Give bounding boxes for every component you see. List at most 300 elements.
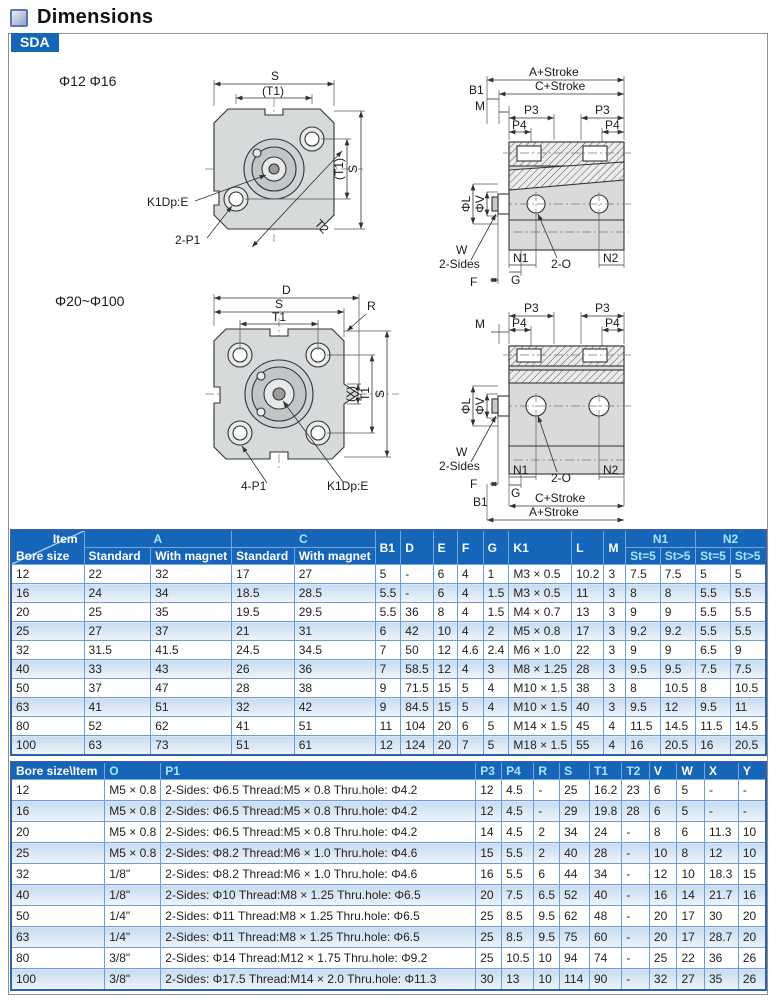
sub-header-c-magnet: With magnet: [294, 548, 375, 565]
value-cell: 1: [483, 565, 509, 584]
value-cell: 40: [589, 885, 621, 906]
value-cell: 6: [375, 622, 401, 641]
value-cell: 15: [433, 698, 457, 717]
corner-header-cell: [11, 530, 84, 565]
value-cell: 16: [738, 885, 766, 906]
value-cell: 2-Sides: Φ11 Thread:M8 × 1.25 Thru.hole: Φ6.5: [161, 927, 476, 948]
value-cell: 8: [626, 584, 661, 603]
value-cell: 94: [560, 948, 590, 969]
value-cell: 25: [476, 948, 502, 969]
dim-p4-right-label: P4: [605, 118, 620, 132]
value-cell: M10 × 1.5: [509, 679, 572, 698]
value-cell: 14: [677, 885, 705, 906]
value-cell: 6: [433, 565, 457, 584]
value-cell: 9.2: [660, 622, 695, 641]
value-cell: 8: [696, 679, 731, 698]
value-cell: 10.2: [572, 565, 604, 584]
value-cell: 5: [483, 736, 509, 756]
value-cell: 2: [483, 622, 509, 641]
value-cell: 2-Sides: Φ11 Thread:M8 × 1.25 Thru.hole: Φ6.5: [161, 906, 476, 927]
value-cell: 1.5: [483, 584, 509, 603]
col-header-T1: T1: [589, 762, 621, 780]
value-cell: 10.5: [660, 679, 695, 698]
bore-size-cell: 50: [11, 906, 105, 927]
series-badge: SDA: [11, 33, 59, 52]
value-cell: 14: [476, 822, 502, 843]
value-cell: 6.5: [534, 885, 560, 906]
value-cell: 32: [151, 565, 232, 584]
value-cell: 12: [660, 698, 695, 717]
value-cell: 9: [375, 679, 401, 698]
value-cell: 16: [626, 736, 661, 756]
value-cell: 2: [534, 822, 560, 843]
value-cell: -: [622, 843, 650, 864]
col-header-G: G: [483, 530, 509, 565]
value-cell: 36: [705, 948, 739, 969]
value-cell: 28.7: [705, 927, 739, 948]
value-cell: 9: [626, 641, 661, 660]
value-cell: -: [622, 927, 650, 948]
value-cell: 4: [604, 717, 626, 736]
value-cell: 34.5: [294, 641, 375, 660]
value-cell: 11.5: [696, 717, 731, 736]
value-cell: 2-Sides: Φ6.5 Thread:M5 × 0.8 Thru.hole: Φ4.2: [161, 801, 476, 822]
value-cell: 4.5: [502, 822, 534, 843]
col-header-P1: P1: [161, 762, 476, 780]
small-bore-side-view-drawing: [439, 65, 631, 289]
dim-f-label: F: [470, 275, 478, 289]
table2-body: [11, 780, 766, 991]
col-header-A: A: [84, 530, 232, 548]
value-cell: 27: [294, 565, 375, 584]
dim-phi-v-label: ΦV: [473, 397, 487, 415]
value-cell: M5 × 0.8: [105, 843, 161, 864]
value-cell: 10: [738, 822, 766, 843]
table1-body: [11, 565, 766, 756]
value-cell: -: [401, 584, 433, 603]
value-cell: 20: [476, 885, 502, 906]
value-cell: 26: [738, 948, 766, 969]
value-cell: 21: [232, 622, 295, 641]
value-cell: 2-Sides: Φ6.5 Thread:M5 × 0.8 Thru.hole: Φ4.2: [161, 780, 476, 801]
value-cell: 4: [457, 622, 483, 641]
value-cell: 4: [457, 565, 483, 584]
value-cell: 10.5: [502, 948, 534, 969]
value-cell: 6: [534, 864, 560, 885]
value-cell: 7.5: [696, 660, 731, 679]
value-cell: 5: [457, 679, 483, 698]
value-cell: M14 × 1.5: [509, 717, 572, 736]
value-cell: 8.5: [502, 906, 534, 927]
value-cell: 34: [560, 822, 590, 843]
value-cell: 8: [677, 843, 705, 864]
value-cell: 11: [572, 584, 604, 603]
value-cell: 28: [572, 660, 604, 679]
value-cell: 12: [476, 780, 502, 801]
value-cell: 1/8": [105, 864, 161, 885]
value-cell: 4: [457, 603, 483, 622]
value-cell: 74: [589, 948, 621, 969]
bore-size-cell: 20: [11, 822, 105, 843]
value-cell: 20: [649, 906, 677, 927]
value-cell: 5.5: [502, 843, 534, 864]
value-cell: 71.5: [401, 679, 433, 698]
k1-thread-label: K1Dp:E: [147, 195, 189, 209]
value-cell: 6: [649, 780, 677, 801]
value-cell: 9: [660, 641, 695, 660]
table-row: [11, 641, 766, 660]
dim-w-label: W: [456, 445, 468, 459]
page-title: Dimensions: [37, 6, 154, 28]
dim-n1-label: N1: [513, 463, 529, 477]
value-cell: 43: [151, 660, 232, 679]
small-bore-front-view-drawing: [59, 69, 365, 247]
dim-f-label: F: [470, 477, 478, 491]
sub-header-n1-st5: St=5: [626, 548, 661, 565]
value-cell: 6: [433, 584, 457, 603]
large-bore-side-view-drawing: [439, 301, 631, 520]
dim-g-label: G: [511, 273, 521, 287]
value-cell: 24.5: [232, 641, 295, 660]
value-cell: 6: [677, 822, 705, 843]
value-cell: 5: [375, 565, 401, 584]
value-cell: 51: [232, 736, 295, 756]
value-cell: 4: [457, 584, 483, 603]
value-cell: M10 × 1.5: [509, 698, 572, 717]
value-cell: 47: [151, 679, 232, 698]
table-row: [11, 906, 766, 927]
value-cell: 8.5: [502, 927, 534, 948]
value-cell: -: [622, 885, 650, 906]
dim-a-stroke-label: A+Stroke: [529, 65, 579, 79]
dim-g-label: G: [511, 486, 521, 500]
value-cell: 51: [151, 698, 232, 717]
value-cell: 16.2: [589, 780, 621, 801]
value-cell: 19.5: [232, 603, 295, 622]
dim-p4-right-label: P4: [605, 316, 620, 330]
dim-r-label: R: [367, 299, 376, 313]
value-cell: 9: [660, 603, 695, 622]
value-cell: M4 × 0.7: [509, 603, 572, 622]
sub-header-n2-stg5: St>5: [730, 548, 766, 565]
value-cell: 9.5: [696, 698, 731, 717]
value-cell: 29.5: [294, 603, 375, 622]
col-header-B1: B1: [375, 530, 401, 565]
value-cell: 2-Sides: Φ8.2 Thread:M6 × 1.0 Thru.hole: Φ4.6: [161, 843, 476, 864]
value-cell: 40: [560, 843, 590, 864]
value-cell: 7.5: [626, 565, 661, 584]
bore-size-cell: 80: [11, 717, 84, 736]
p1-ports-label: 2-P1: [175, 233, 201, 247]
value-cell: 32: [649, 969, 677, 991]
value-cell: 15: [433, 679, 457, 698]
dim-p4-left-label: P4: [512, 316, 527, 330]
dim-t1-top-label: T1: [272, 310, 287, 324]
value-cell: 34: [151, 584, 232, 603]
bore-size-cell: 32: [11, 864, 105, 885]
value-cell: 3: [604, 660, 626, 679]
value-cell: 9.5: [660, 660, 695, 679]
two-sides-label: 2-Sides: [439, 257, 480, 271]
value-cell: 8: [626, 679, 661, 698]
value-cell: 3: [604, 584, 626, 603]
value-cell: 5.5: [730, 603, 766, 622]
dim-b1-label: B1: [473, 495, 488, 509]
col-header-M: M: [604, 530, 626, 565]
value-cell: 10: [534, 948, 560, 969]
value-cell: M18 × 1.5: [509, 736, 572, 756]
bore-size-cell: 100: [11, 969, 105, 991]
sub-header-a-magnet: With magnet: [151, 548, 232, 565]
value-cell: 7: [375, 660, 401, 679]
value-cell: 10.5: [730, 679, 766, 698]
sub-header-c-standard: Standard: [232, 548, 295, 565]
value-cell: 41: [84, 698, 151, 717]
value-cell: 3: [604, 603, 626, 622]
dim-n2-label: N2: [603, 251, 619, 265]
table-row: [11, 948, 766, 969]
sub-header-a-standard: Standard: [84, 548, 151, 565]
dim-a-stroke-label: A+Stroke: [529, 505, 579, 519]
value-cell: 20.5: [660, 736, 695, 756]
col-header-C: C: [232, 530, 375, 548]
value-cell: 5: [730, 565, 766, 584]
value-cell: 20: [738, 906, 766, 927]
value-cell: 28: [622, 801, 650, 822]
col-header-O: O: [105, 762, 161, 780]
value-cell: 2: [534, 843, 560, 864]
value-cell: -: [534, 780, 560, 801]
value-cell: 16: [649, 885, 677, 906]
col-header-T2: T2: [622, 762, 650, 780]
bore-size-cell: 80: [11, 948, 105, 969]
p1-ports-label: 4-P1: [241, 479, 267, 493]
table-row: [11, 622, 766, 641]
table-row: [11, 780, 766, 801]
value-cell: 35: [705, 969, 739, 991]
value-cell: 3: [604, 622, 626, 641]
value-cell: 12: [433, 660, 457, 679]
dim-p3-right-label: P3: [595, 103, 610, 117]
value-cell: 35: [151, 603, 232, 622]
value-cell: 26: [232, 660, 295, 679]
value-cell: 3: [483, 660, 509, 679]
value-cell: -: [622, 948, 650, 969]
col-header-P4: P4: [502, 762, 534, 780]
col-header-Y: Y: [738, 762, 766, 780]
two-sides-label: 2-Sides: [439, 459, 480, 473]
col-header-V: V: [649, 762, 677, 780]
value-cell: 1/4": [105, 906, 161, 927]
value-cell: 27: [84, 622, 151, 641]
value-cell: 20: [433, 736, 457, 756]
value-cell: M3 × 0.5: [509, 584, 572, 603]
value-cell: 12: [649, 864, 677, 885]
value-cell: 33: [84, 660, 151, 679]
bore-size-cell: 20: [11, 603, 84, 622]
col-header-F: F: [457, 530, 483, 565]
col-header-P3: P3: [476, 762, 502, 780]
dim-m-label: M: [475, 99, 485, 113]
bore-size-cell: 63: [11, 927, 105, 948]
value-cell: 6.5: [696, 641, 731, 660]
col-header-E: E: [433, 530, 457, 565]
value-cell: 3: [604, 565, 626, 584]
value-cell: 5: [457, 698, 483, 717]
value-cell: 4: [483, 679, 509, 698]
bore-size-cell: 63: [11, 698, 84, 717]
value-cell: 20: [433, 717, 457, 736]
col-header-N1: N1: [626, 530, 696, 548]
value-cell: 5.5: [696, 622, 731, 641]
value-cell: 41.5: [151, 641, 232, 660]
value-cell: 31.5: [84, 641, 151, 660]
value-cell: 10: [649, 843, 677, 864]
sub-header-n2-st5: St=5: [696, 548, 731, 565]
table-row: [11, 698, 766, 717]
value-cell: 4.5: [502, 801, 534, 822]
table-row: [11, 679, 766, 698]
value-cell: 50: [401, 641, 433, 660]
dimensions-table-ports: [10, 761, 767, 991]
value-cell: -: [622, 822, 650, 843]
value-cell: 22: [572, 641, 604, 660]
value-cell: 25: [476, 927, 502, 948]
value-cell: 9.2: [626, 622, 661, 641]
value-cell: 5.5: [375, 584, 401, 603]
dim-s-top-label: S: [275, 297, 284, 311]
value-cell: 45: [572, 717, 604, 736]
value-cell: 3/8": [105, 969, 161, 991]
value-cell: 38: [294, 679, 375, 698]
section-bullet-icon: [10, 9, 28, 27]
value-cell: 6: [457, 717, 483, 736]
corner-bore-size-label: Bore size: [16, 549, 70, 563]
dimensions-table-main: [10, 529, 767, 756]
value-cell: 15: [738, 864, 766, 885]
bore-size-cell: 25: [11, 843, 105, 864]
value-cell: 12: [476, 801, 502, 822]
table-row: [11, 584, 766, 603]
dim-s-top-label: S: [271, 69, 280, 83]
dim-x-label: (X): [344, 386, 358, 402]
small-bore-caption: Φ12 Φ16: [59, 73, 117, 89]
value-cell: 23: [622, 780, 650, 801]
value-cell: -: [705, 801, 739, 822]
value-cell: 36: [401, 603, 433, 622]
value-cell: 75: [560, 927, 590, 948]
value-cell: 55: [572, 736, 604, 756]
value-cell: 60: [589, 927, 621, 948]
value-cell: -: [738, 801, 766, 822]
value-cell: -: [705, 780, 739, 801]
value-cell: 9: [626, 603, 661, 622]
value-cell: 4.5: [502, 780, 534, 801]
bore-size-cell: 40: [11, 885, 105, 906]
value-cell: 9.5: [626, 698, 661, 717]
value-cell: 25: [476, 906, 502, 927]
value-cell: M5 × 0.8: [105, 780, 161, 801]
bore-size-cell: 16: [11, 584, 84, 603]
table2-header-row: [11, 762, 766, 780]
table-row: [11, 822, 766, 843]
col-header-W: W: [677, 762, 705, 780]
value-cell: 7.5: [660, 565, 695, 584]
value-cell: 5: [696, 565, 731, 584]
large-bore-front-view-drawing: [55, 283, 399, 493]
value-cell: 22: [677, 948, 705, 969]
value-cell: M5 × 0.8: [509, 622, 572, 641]
dim-p3-right-label: P3: [595, 301, 610, 315]
value-cell: 17: [677, 927, 705, 948]
dim-t2-label: T2: [311, 216, 332, 237]
value-cell: 11: [730, 698, 766, 717]
dimension-drawings: [9, 54, 767, 524]
value-cell: -: [622, 969, 650, 991]
value-cell: 62: [151, 717, 232, 736]
value-cell: 28.5: [294, 584, 375, 603]
value-cell: 30: [705, 906, 739, 927]
value-cell: 13: [572, 603, 604, 622]
value-cell: 42: [401, 622, 433, 641]
value-cell: 32: [232, 698, 295, 717]
value-cell: 2-Sides: Φ14 Thread:M12 × 1.75 Thru.hole: Φ9.2: [161, 948, 476, 969]
value-cell: 18.5: [232, 584, 295, 603]
two-o-ports-label: 2-O: [551, 471, 572, 485]
dim-c-stroke-label: C+Stroke: [535, 79, 586, 93]
value-cell: 1/4": [105, 927, 161, 948]
table-row: [11, 927, 766, 948]
value-cell: 51: [294, 717, 375, 736]
value-cell: 12: [705, 843, 739, 864]
col-header-bore-item: Bore size\Item: [11, 762, 105, 780]
value-cell: 9: [375, 698, 401, 717]
value-cell: 30: [476, 969, 502, 991]
value-cell: M6 × 1.0: [509, 641, 572, 660]
bore-size-cell: 16: [11, 801, 105, 822]
value-cell: 16: [476, 864, 502, 885]
value-cell: 10: [433, 622, 457, 641]
value-cell: 9.5: [534, 906, 560, 927]
col-header-L: L: [572, 530, 604, 565]
value-cell: 4: [457, 660, 483, 679]
value-cell: 24: [589, 822, 621, 843]
dim-phi-l-label: ΦL: [459, 397, 473, 415]
dim-p3-left-label: P3: [524, 301, 539, 315]
value-cell: 5: [677, 780, 705, 801]
value-cell: 90: [589, 969, 621, 991]
dim-s-right-label: S: [373, 389, 387, 399]
value-cell: 8: [649, 822, 677, 843]
value-cell: 1/8": [105, 885, 161, 906]
value-cell: 17: [677, 906, 705, 927]
value-cell: 28: [589, 843, 621, 864]
value-cell: 10: [534, 969, 560, 991]
value-cell: 18.3: [705, 864, 739, 885]
value-cell: 13: [502, 969, 534, 991]
value-cell: 14.5: [660, 717, 695, 736]
value-cell: 20: [738, 927, 766, 948]
value-cell: 5: [677, 801, 705, 822]
sub-header-n1-stg5: St>5: [660, 548, 695, 565]
table-row: [11, 736, 766, 756]
dim-t1-right-label: T1: [358, 386, 372, 402]
table-row: [11, 969, 766, 991]
value-cell: 5.5: [730, 622, 766, 641]
value-cell: 15: [476, 843, 502, 864]
value-cell: 2.4: [483, 641, 509, 660]
value-cell: 38: [572, 679, 604, 698]
